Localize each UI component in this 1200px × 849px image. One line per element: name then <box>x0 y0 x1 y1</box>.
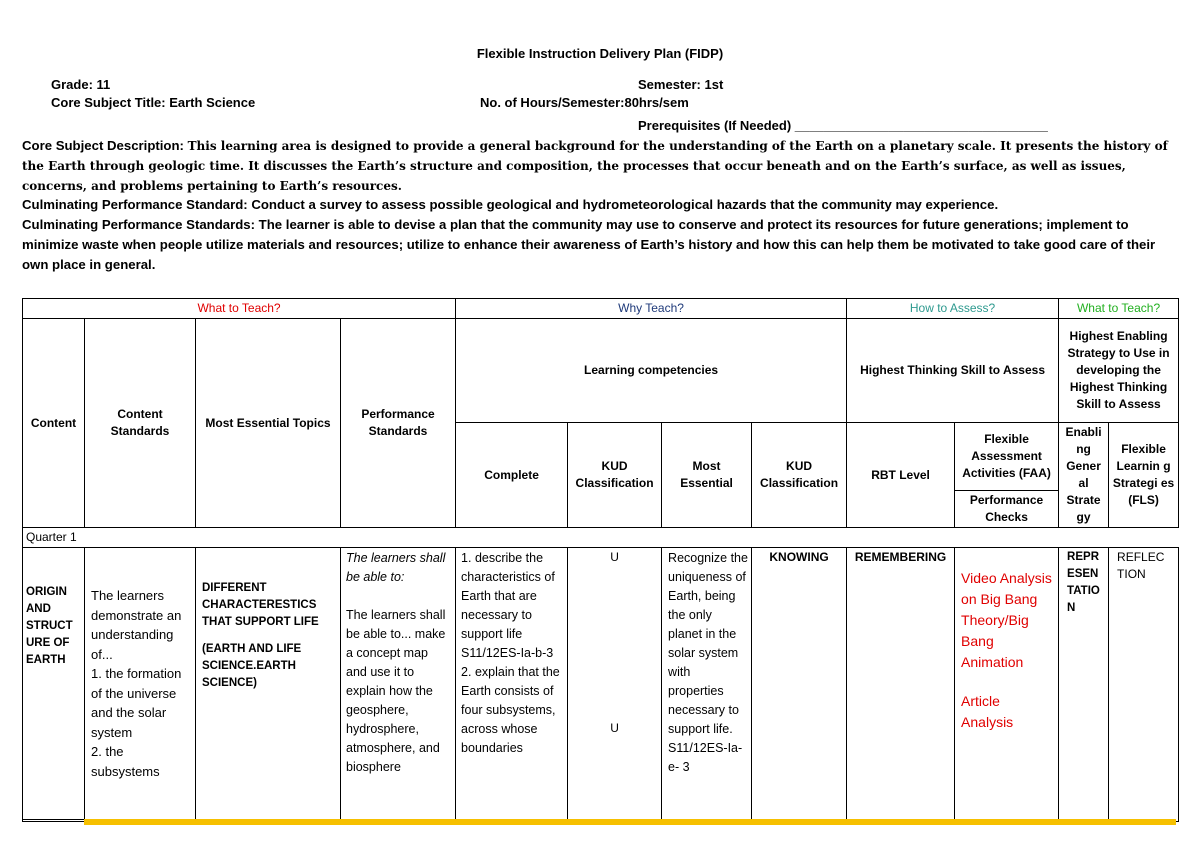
prerequisites-label: Prerequisites (If Needed) ___________________________________ <box>638 118 1048 133</box>
content-header: Content <box>23 319 85 528</box>
description-text: This learning area is designed to provide a general background for the understanding of the Earth on a planetary scale. It presents the history of the Earth through geologic time. It discusses the Earth’s structure and composition, the processes that occur beneath and on the Earth’s surface, as well as issues, concerns, and problems pertaining to Earth’s resources. <box>22 139 1168 193</box>
subject-description <box>22 136 1182 196</box>
kud-classification-header: KUD Classification <box>568 423 662 528</box>
rbt-level-cell: REMEMBERING <box>847 548 955 822</box>
kud-classification-header-2: KUD Classification <box>752 423 847 528</box>
document-title: Flexible Instruction Delivery Plan (FIDP) <box>476 46 724 61</box>
competency-2: 2. explain that the Earth consists of four subsystems, across whose boundaries <box>461 665 560 755</box>
how-to-assess-header: How to Assess? <box>847 299 1059 319</box>
essential-topic-cell <box>196 548 341 822</box>
topic-title: DIFFERENT CHARACTERESTICS THAT SUPPORT LIFE <box>202 582 319 628</box>
quarter-row <box>23 528 1179 548</box>
faa-header: Flexible Assessment Activities (FAA) <box>955 423 1059 491</box>
highest-enabling-header: Highest Enabling Strategy to Use in developing the Highest Thinking Skill to Assess <box>1059 319 1179 423</box>
what-to-teach-header: What to Teach? <box>23 299 456 319</box>
performance-checks-header: Performance Checks <box>955 491 1059 528</box>
enabling-general-strategy-header: Enabli ng Gener al Strate gy <box>1059 423 1109 528</box>
competency-1: 1. describe the characteristics of Earth that are necessary to support life S11/12ES-Ia-b-3 <box>461 551 555 660</box>
fls-header: Flexible Learnin g Strategi es (FLS) <box>1109 423 1179 528</box>
description-label: Core Subject Description: <box>22 138 184 153</box>
content-standards-header: Content Standards <box>85 319 196 528</box>
faa-activity-2: Article Analysis <box>961 693 1014 730</box>
culminating-standard-1: Culminating Performance Standard: Conduct a survey to assess possible geological and hydrometeorological hazards that the community may experience. <box>22 197 999 212</box>
faa-activity-1: Video Analysis on Big Bang Theory/Big Bang Animation <box>961 570 1052 670</box>
topic-subtitle: (EARTH AND LIFE SCIENCE.EARTH SCIENCE) <box>202 643 302 689</box>
learning-competencies-header: Learning competencies <box>456 319 847 423</box>
complete-competency-cell <box>456 548 568 822</box>
kud-classification-cell-2: KNOWING <box>752 548 847 822</box>
hours-label: No. of Hours/Semester:80hrs/sem <box>480 95 689 110</box>
performance-standards-cell <box>341 548 456 822</box>
bottom-left-rule <box>22 819 84 820</box>
table-header-row <box>23 299 1179 319</box>
kud-value-1: U <box>610 550 619 564</box>
performance-intro: The learners shall be able to: <box>346 551 446 584</box>
kud-classification-cell <box>568 548 662 822</box>
culminating-standard-2: Culminating Performance Standards: The learner is able to devise a plan that the community may use to conserve and protect its resources for future generations; implement to minimize waste when people utilize materials and resources; utilize to enhance their awareness of Earth’s history and how this can help them be motivated to take good care of their own place in general. <box>22 217 1156 272</box>
table-subheader-row <box>23 319 1179 423</box>
quarter-label: Quarter 1 <box>23 528 1179 548</box>
standards-item-2: 2. the subsystems <box>91 744 160 779</box>
complete-header: Complete <box>456 423 568 528</box>
standards-intro: The learners demonstrate an understanding of... <box>91 588 182 662</box>
page-footer-bar <box>84 819 1176 825</box>
content-cell: ORIGIN AND STRUCT URE OF EARTH <box>23 548 85 822</box>
performance-text: The learners shall be able to... make a concept map and use it to explain how the geosphere, hydrosphere, atmosphere, and biosphere <box>346 608 446 774</box>
fidp-table <box>22 298 1179 822</box>
most-essential-cell: Recognize the uniqueness of Earth, being the only planet in the solar system with properties necessary to support life. S11/12ES-Ia-e- 3 <box>662 548 752 822</box>
fls-cell: REFLEC TION <box>1109 548 1179 822</box>
what-to-teach-header-2: What to Teach? <box>1059 299 1179 319</box>
content-standards-cell <box>85 548 196 822</box>
kud-value-2: U <box>610 721 619 735</box>
faa-cell <box>955 548 1059 822</box>
most-essential-header: Most Essential <box>662 423 752 528</box>
highest-thinking-header: Highest Thinking Skill to Assess <box>847 319 1059 423</box>
semester-label: Semester: 1st <box>638 77 724 92</box>
rbt-level-header: RBT Level <box>847 423 955 528</box>
table-row <box>23 548 1179 822</box>
enabling-strategy-cell: REPR ESEN TATIO N <box>1059 548 1109 822</box>
grade-label: Grade: 11 <box>51 77 111 92</box>
standards-item-1: 1. the formation of the universe and the solar system <box>91 666 182 740</box>
essential-topics-header: Most Essential Topics <box>196 319 341 528</box>
performance-standards-header: Performance Standards <box>341 319 456 528</box>
why-teach-header: Why Teach? <box>456 299 847 319</box>
subject-title: Core Subject Title: Earth Science <box>51 95 256 110</box>
